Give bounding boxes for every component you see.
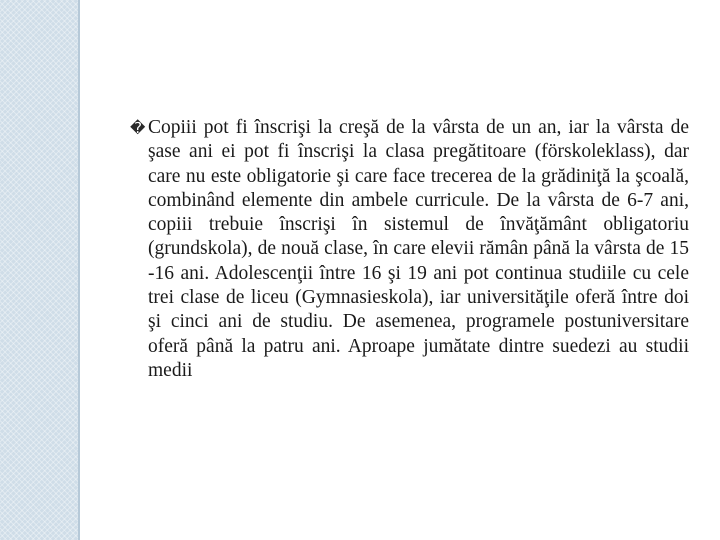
decorative-side-band <box>0 0 78 540</box>
band-divider <box>78 0 80 540</box>
paragraph-text: Copiii pot fi înscrişi la creşă de la vârsta de un an, iar la vârsta de şase ani ei pot fi înscrişi la clasa pregătitoare (förskoleklass), dar care nu este obligatorie şi care face trecerea de la grădiniţă la şcoală, combinând elemente din ambele curricule. De la vârsta de 6-7 ani, copiii trebuie înscrişi în sistemul de învăţământ obligatoriu (grundskola), de nouă clase, în care elevii rămân până la vârsta de 15 -16 ani. Adolescenţii între 16 şi 19 ani pot continua studiile cu cele trei clase de liceu (Gymnasieskola), iar universităţile oferă între doi şi cinci ani de studiu. De asemenea, programele postuniversitare oferă până la patru ani. Aproape jumătate dintre suedezi au studii medii <box>148 117 689 381</box>
bullet-icon: � <box>130 119 146 137</box>
body-text-block <box>130 116 689 383</box>
